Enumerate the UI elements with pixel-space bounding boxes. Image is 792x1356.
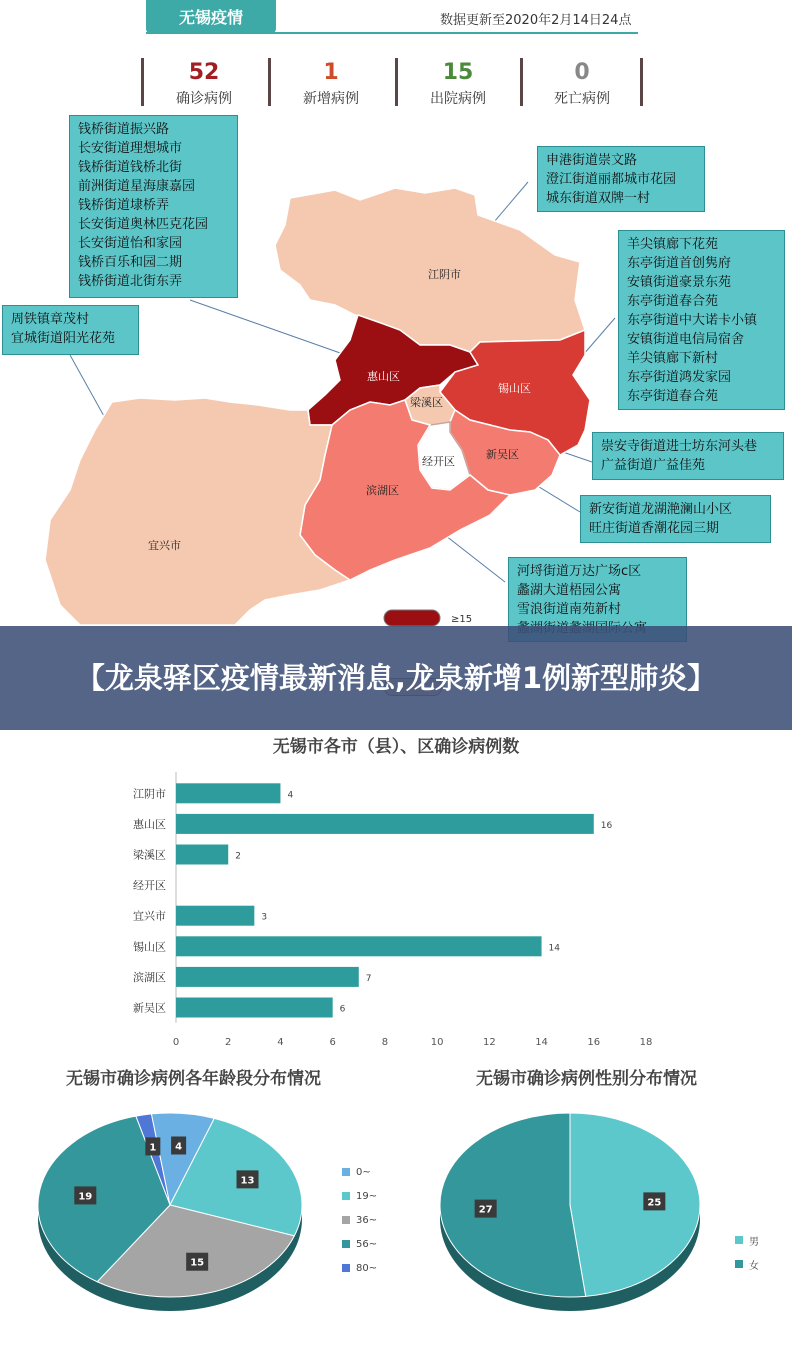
age-pie-legend <box>342 1160 377 1280</box>
x-tick-label: 18 <box>639 1036 653 1048</box>
callout-line: 城东街道双牌一村 <box>546 191 651 206</box>
region-label-xishan: 锡山区 <box>498 382 531 395</box>
stat-value: 1 <box>323 60 339 85</box>
bar-data-label: 16 <box>600 820 613 831</box>
region-label-yixing: 宜兴市 <box>148 539 181 552</box>
region-yixing[interactable] <box>45 398 350 625</box>
bar <box>176 814 594 834</box>
stat-deaths <box>520 58 644 108</box>
callout-line: 崇安寺街道进士坊东河头巷 <box>601 439 758 454</box>
legend-label: 男 <box>749 1236 759 1248</box>
callout-line: 安镇街道豪景东苑 <box>627 275 732 290</box>
bar-category-label: 江阴市 <box>133 787 166 801</box>
legend-item <box>342 1160 377 1184</box>
gender-pie-chart <box>430 1100 720 1350</box>
pie-value-label: 27 <box>478 1204 493 1216</box>
bar-data-label: 14 <box>548 943 561 954</box>
legend-swatch <box>735 1236 743 1244</box>
age-pie-title: 无锡市确诊病例各年龄段分布情况 <box>66 1069 321 1089</box>
callout-line: 新安街道龙湖滟澜山小区 <box>589 502 733 517</box>
stat-new <box>269 58 393 108</box>
legend-swatch <box>342 1192 350 1200</box>
callout-line: 宜城街道阳光花苑 <box>11 331 116 346</box>
region-label-jingkai: 经开区 <box>422 455 455 468</box>
x-tick-label: 12 <box>482 1036 496 1048</box>
legend-swatch <box>342 1216 350 1224</box>
pie-value-label: 4 <box>175 1141 183 1153</box>
bar-data-label: 6 <box>339 1004 346 1015</box>
legend-swatch <box>342 1264 350 1272</box>
legend-label: 36~ <box>356 1214 378 1226</box>
gender-pie-title: 无锡市确诊病例性别分布情况 <box>476 1069 697 1089</box>
bar-data-label: 4 <box>287 790 294 801</box>
legend-item <box>342 1256 377 1280</box>
callout-line: 旺庄街道香潮花园三期 <box>589 521 720 536</box>
callout-line: 长安街道怡和家园 <box>78 236 183 251</box>
legend-item <box>342 1184 377 1208</box>
x-tick-label: 10 <box>430 1036 444 1048</box>
callout-line: 东亭街道春合苑 <box>627 389 719 404</box>
legend-item <box>735 1252 759 1276</box>
legend-label: 80~ <box>356 1262 378 1274</box>
pie-value-label: 25 <box>647 1197 662 1209</box>
bar <box>176 845 228 865</box>
callout-line: 安镇街道电信局宿舍 <box>627 332 745 347</box>
x-tick-label: 6 <box>329 1036 336 1048</box>
callout-line: 前洲街道星海康嘉园 <box>78 179 196 194</box>
x-tick-label: 16 <box>587 1036 601 1048</box>
legend-label: 0~ <box>356 1166 371 1178</box>
callout-huishan <box>69 115 238 298</box>
stat-label: 死亡病例 <box>554 91 610 107</box>
legend-swatch <box>735 1260 743 1268</box>
callout-line: 钱桥街道振兴路 <box>78 122 170 137</box>
callout-line: 雪浪街道南苑新村 <box>517 602 622 617</box>
callout-line: 周铁镇章茂村 <box>11 312 90 327</box>
stat-discharged <box>396 58 520 108</box>
callout-line: 钱桥街道北街东弄 <box>78 274 183 289</box>
callout-xishan <box>618 230 785 410</box>
legend-label: 女 <box>749 1260 759 1272</box>
stat-label: 出院病例 <box>430 91 486 107</box>
bar-data-label: 7 <box>365 973 372 984</box>
callout-jiangyin <box>537 146 705 212</box>
bar-category-label: 梁溪区 <box>133 848 166 862</box>
region-label-binhu: 滨湖区 <box>366 484 399 497</box>
stat-value: 52 <box>188 60 220 85</box>
x-tick-label: 8 <box>381 1036 389 1048</box>
x-tick-label: 2 <box>225 1036 232 1048</box>
callout-line: 东亭街道中大诺卡小镇 <box>627 313 758 328</box>
bar-category-label: 新吴区 <box>133 1001 166 1015</box>
callout-line: 羊尖镇廊下新村 <box>627 351 719 366</box>
callout-xinwu <box>580 495 771 543</box>
bar <box>176 998 333 1018</box>
bar <box>176 783 280 803</box>
callout-yixing <box>2 305 139 355</box>
stat-confirmed <box>142 58 266 108</box>
stat-divider <box>640 58 643 106</box>
bar-chart-title: 无锡市各市（县）、区确诊病例数 <box>272 737 520 757</box>
stat-label: 新增病例 <box>303 91 359 107</box>
legend-swatch <box>342 1168 350 1176</box>
callout-line: 钱桥百乐和园二期 <box>78 255 183 270</box>
callout-line: 羊尖镇廊下花苑 <box>627 237 719 252</box>
bar <box>176 967 359 987</box>
callout-line: 东亭街道鸿发家园 <box>627 370 732 385</box>
callout-line: 东亭街道春合苑 <box>627 294 719 309</box>
headline-text[interactable]: 【龙泉驿区疫情最新消息,龙泉新增1例新型肺炎】 <box>75 661 717 695</box>
region-label-liangxi: 梁溪区 <box>410 396 443 409</box>
callout-line: 申港街道崇文路 <box>546 153 638 168</box>
header-underline <box>146 32 638 34</box>
region-label-huishan: 惠山区 <box>367 370 400 383</box>
bar-chart <box>0 760 792 1050</box>
callout-line: 广益街道广益佳苑 <box>601 458 706 473</box>
legend-swatch-high <box>384 610 440 626</box>
callout-line: 蠡湖大道梧园公寓 <box>517 583 622 598</box>
pie-value-label: 15 <box>190 1257 205 1269</box>
legend-label: 56~ <box>356 1238 378 1250</box>
legend-item <box>342 1232 377 1256</box>
pie-slice <box>570 1113 700 1296</box>
pie-value-label: 19 <box>78 1191 93 1203</box>
headline-banner[interactable] <box>0 626 792 730</box>
update-timestamp: 数据更新至2020年2月14日24点 <box>440 13 632 28</box>
region-label-jiangyin: 江阴市 <box>428 268 461 281</box>
legend-item <box>342 1208 377 1232</box>
legend-swatch <box>342 1240 350 1248</box>
gender-pie-legend <box>735 1228 759 1276</box>
bar <box>176 936 542 956</box>
region-label-xinwu: 新吴区 <box>486 448 519 461</box>
bar-category-label: 滨湖区 <box>133 970 166 984</box>
stat-value: 0 <box>574 60 590 85</box>
callout-line: 钱桥街道埭桥弄 <box>78 198 170 213</box>
callout-line: 长安街道理想城市 <box>78 141 183 156</box>
pie-value-label: 1 <box>149 1142 157 1154</box>
x-tick-label: 0 <box>172 1036 180 1048</box>
callout-line: 钱桥街道钱桥北街 <box>78 160 183 175</box>
pie-value-label: 13 <box>240 1175 255 1187</box>
callout-line: 澄江街道丽都城市花园 <box>546 172 677 187</box>
legend-item <box>735 1228 759 1252</box>
bar-data-label: 3 <box>261 912 268 923</box>
callout-line: 东亭街道首创隽府 <box>627 256 732 271</box>
callout-liangxi <box>592 432 784 480</box>
age-pie-chart <box>20 1100 320 1350</box>
bar-category-label: 经开区 <box>133 879 166 893</box>
stat-label: 确诊病例 <box>176 91 232 107</box>
bar-category-label: 惠山区 <box>133 817 166 831</box>
callout-line: 长安街道奥林匹克花园 <box>78 217 209 232</box>
stat-value: 15 <box>442 60 474 85</box>
x-tick-label: 4 <box>277 1036 284 1048</box>
legend-label-high: ≥15 <box>451 614 473 625</box>
header-tab[interactable]: 无锡疫情 <box>146 0 276 33</box>
bar <box>176 906 254 926</box>
x-tick-label: 14 <box>535 1036 548 1048</box>
bar-category-label: 锡山区 <box>133 940 166 954</box>
callout-line: 河埒街道万达广场c区 <box>517 564 642 579</box>
bar-data-label: 2 <box>235 851 241 862</box>
bar-category-label: 宜兴市 <box>133 909 166 923</box>
legend-label: 19~ <box>356 1190 378 1202</box>
